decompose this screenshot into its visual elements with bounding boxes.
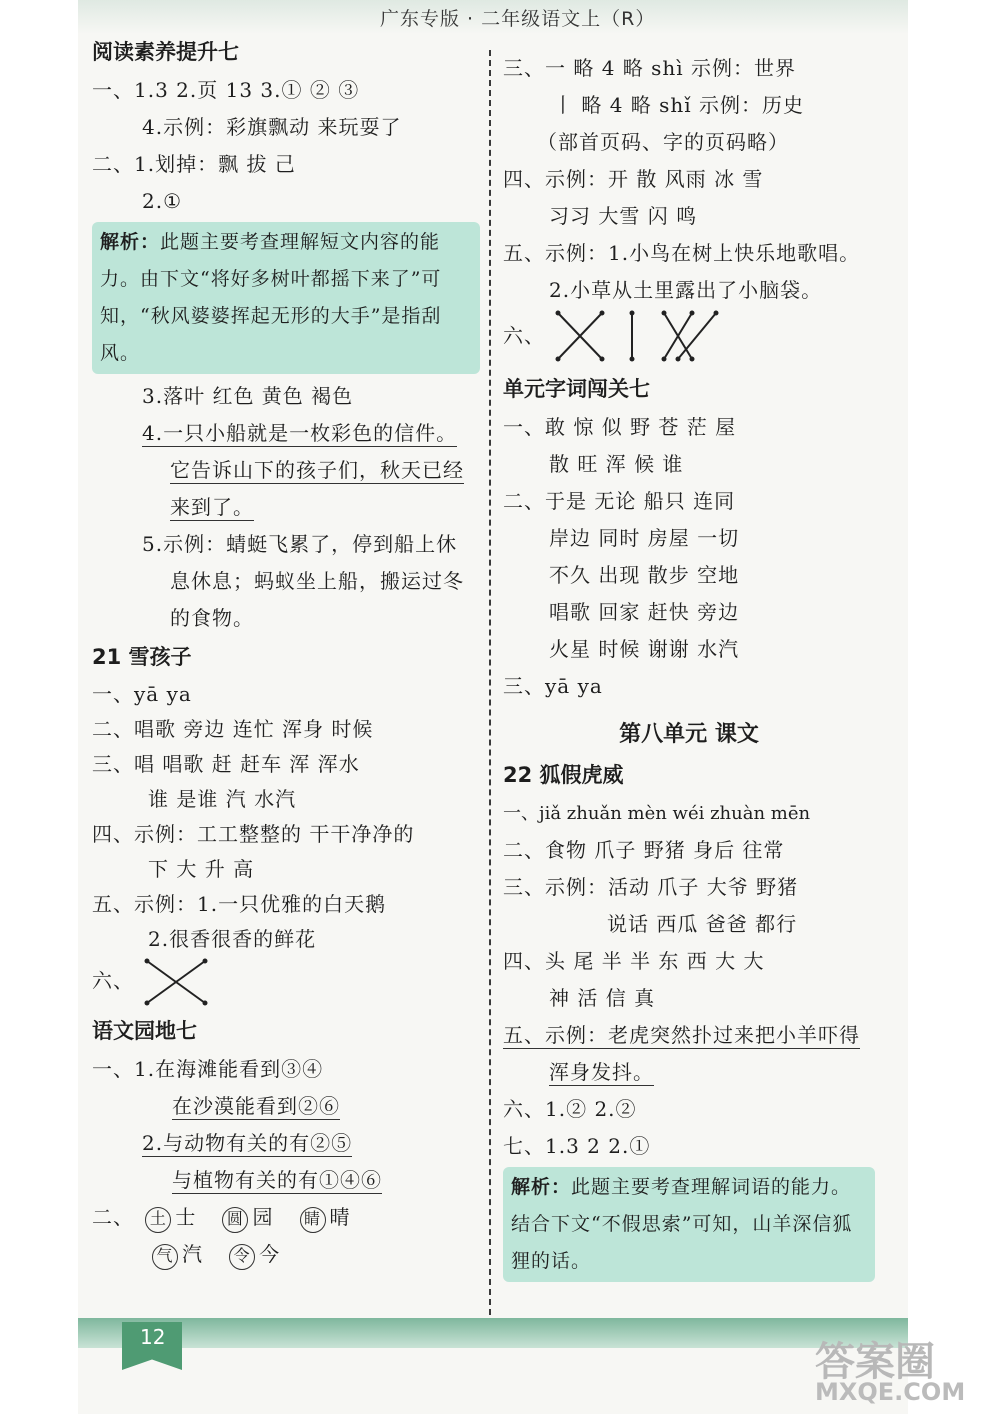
answer-line: 一、1.3 2.页 13 3.① ② ③: [92, 78, 360, 102]
answer-line: 四、示例：开 散 风雨 冰 雪: [503, 167, 764, 191]
answer-line: 二、唱歌 旁边 连忙 浑身 时候: [92, 717, 374, 741]
analysis-label: 解析：: [511, 1176, 572, 1198]
answer-line: 六、1.② 2.②: [503, 1097, 637, 1121]
answer-line: 4.示例：彩旗飘动 来玩耍了: [142, 115, 402, 139]
underlined-text: 它告诉山下的孩子们，秋天已经: [170, 458, 464, 482]
analysis-box: [92, 222, 480, 374]
answer-line: 谁 是谁 汽 水汽: [148, 787, 297, 811]
answer-line: 二、1.划掉：飘 拔 己: [92, 152, 296, 176]
header-title: 广东专版 · 二年级语文上（R）: [380, 8, 656, 30]
answer-line: 2.①: [142, 189, 183, 213]
footer-band: [78, 1318, 908, 1348]
answer-line: 2.小草从土里露出了小脑袋。: [549, 278, 823, 302]
answer-line: [92, 1088, 480, 1125]
analysis-label: 解析：: [100, 231, 161, 253]
answer-line: 岸边 同时 房屋 一切: [549, 526, 740, 550]
matching-lines-diagram: [141, 957, 211, 1007]
answer-line: 下 大 升 高: [148, 857, 255, 881]
question-number: 六、: [503, 323, 545, 348]
character: 士: [175, 1205, 197, 1229]
circled-character: 圆: [222, 1207, 248, 1233]
answer-line: 散 旺 浑 候 谁: [549, 452, 684, 476]
character: 汽: [182, 1242, 203, 1266]
answer-line: 一、敢 惊 似 野 苍 茫 屋: [503, 415, 737, 439]
section-title-reading: 阅读素养提升七: [92, 40, 239, 64]
matching-lines-diagram: [552, 309, 722, 365]
answer-line: 神 活 信 真: [549, 986, 656, 1010]
question-number: 二、: [92, 1205, 134, 1229]
answer-line: 四、示例：工工整整的 干干净净的: [92, 822, 415, 846]
column-divider: [489, 50, 491, 1315]
answer-line: [92, 1125, 480, 1162]
analysis-box: [503, 1167, 875, 1282]
answer-line: [92, 1199, 480, 1236]
answer-line: [503, 1017, 875, 1054]
right-column: [503, 32, 875, 1282]
answer-line: （部首页码、字的页码略）: [537, 130, 789, 154]
answer-line: [92, 1162, 480, 1199]
underlined-text: 来到了。: [170, 495, 254, 519]
answer-line: 二、食物 爪子 野猪 身后 往常: [503, 838, 785, 862]
underlined-text: 五、示例：老虎突然扑过来把小羊吓得: [503, 1023, 860, 1047]
character: 晴: [329, 1205, 351, 1229]
unit-title: 第八单元 课文: [619, 722, 759, 747]
answer-line: 一、1.在海滩能看到③④: [92, 1057, 324, 1081]
answer-line: [503, 309, 875, 369]
circled-character: 睛: [300, 1207, 326, 1233]
answer-line: 息休息；蚂蚁坐上船，搬运过冬: [170, 569, 464, 593]
answer-line: 3.落叶 红色 黄色 褐色: [142, 384, 354, 408]
section-title-lesson22: 22 狐假虎威: [503, 763, 624, 787]
circled-character: 土: [145, 1207, 171, 1233]
answer-line: 一、jiǎ zhuǎn mèn wéi zhuàn mēn: [503, 803, 811, 824]
section-title-lesson21: 21 雪孩子: [92, 645, 192, 669]
circled-character: 气: [152, 1244, 178, 1270]
answer-line: 三、唱 唱歌 赶 赶车 浑 浑水: [92, 752, 360, 776]
answer-line: [92, 957, 480, 1011]
answer-line: 的食物。: [170, 606, 254, 630]
answer-line: 不久 出现 散步 空地: [549, 563, 740, 587]
underlined-text: 与植物有关的有①④⑥: [172, 1168, 382, 1192]
answer-line: 七、1.3 2 2.①: [503, 1134, 651, 1158]
page-number: 12: [140, 1325, 166, 1349]
underlined-text: 4.一只小船就是一枚彩色的信件。: [142, 421, 458, 445]
underlined-text: 浑身发抖。: [549, 1060, 654, 1084]
analysis-text: 此题主要考查理解词语的能力。结合下文“不假思索”可知，山羊深信狐狸的话。: [511, 1176, 853, 1272]
answer-line: [503, 1054, 875, 1091]
analysis-text: 此题主要考查理解短文内容的能力。由下文“将好多树叶都摇下来了”可知，“秋风婆婆挥起无形的大手”是指刮风。: [100, 231, 442, 364]
answer-line: [92, 489, 480, 526]
underlined-text: 2.与动物有关的有②⑤: [142, 1131, 353, 1155]
circled-character: 令: [229, 1244, 255, 1270]
answer-line: 三、一 略 4 略 shì 示例：世界: [503, 56, 797, 80]
answer-line: 丨 略 4 略 shǐ 示例：历史: [553, 93, 805, 117]
section-title-garden7: 语文园地七: [92, 1019, 197, 1043]
answer-line: 三、yā ya: [503, 674, 603, 698]
answer-line: [92, 1236, 480, 1273]
answer-line: 三、示例：活动 爪子 大爷 野猪: [503, 875, 799, 899]
answer-line: 四、头 尾 半 半 东 西 大 大: [503, 949, 765, 973]
underlined-text: 在沙漠能看到②⑥: [172, 1094, 340, 1118]
answer-line: 说话 西瓜 爸爸 都行: [607, 912, 798, 936]
answer-line: 2.很香很香的鲜花: [148, 927, 317, 951]
answer-line: 5.示例：蜻蜓飞累了，停到船上休: [142, 532, 458, 556]
watermark-url: MXQE.COM: [815, 1378, 966, 1406]
answer-line: 习习 大雪 闪 鸣: [549, 204, 698, 228]
answer-line: 五、示例：1.一只优雅的白天鹅: [92, 892, 387, 916]
answer-line: [92, 452, 480, 489]
character: 园: [252, 1205, 274, 1229]
answer-line: 二、于是 无论 船只 连同: [503, 489, 736, 513]
answer-line: 唱歌 回家 赶快 旁边: [549, 600, 740, 624]
section-title-unit-words: 单元字词闯关七: [503, 377, 650, 401]
watermark-logo: 答案圈: [815, 1339, 935, 1385]
answer-line: [92, 415, 480, 452]
answer-line: 五、示例：1.小鸟在树上快乐地歌唱。: [503, 241, 861, 265]
question-number: 六、: [92, 968, 134, 993]
answer-line: 火星 时候 谢谢 水汽: [549, 637, 740, 661]
answer-line: 一、yā ya: [92, 682, 192, 706]
character: 今: [259, 1242, 281, 1266]
left-column: [92, 32, 480, 1273]
